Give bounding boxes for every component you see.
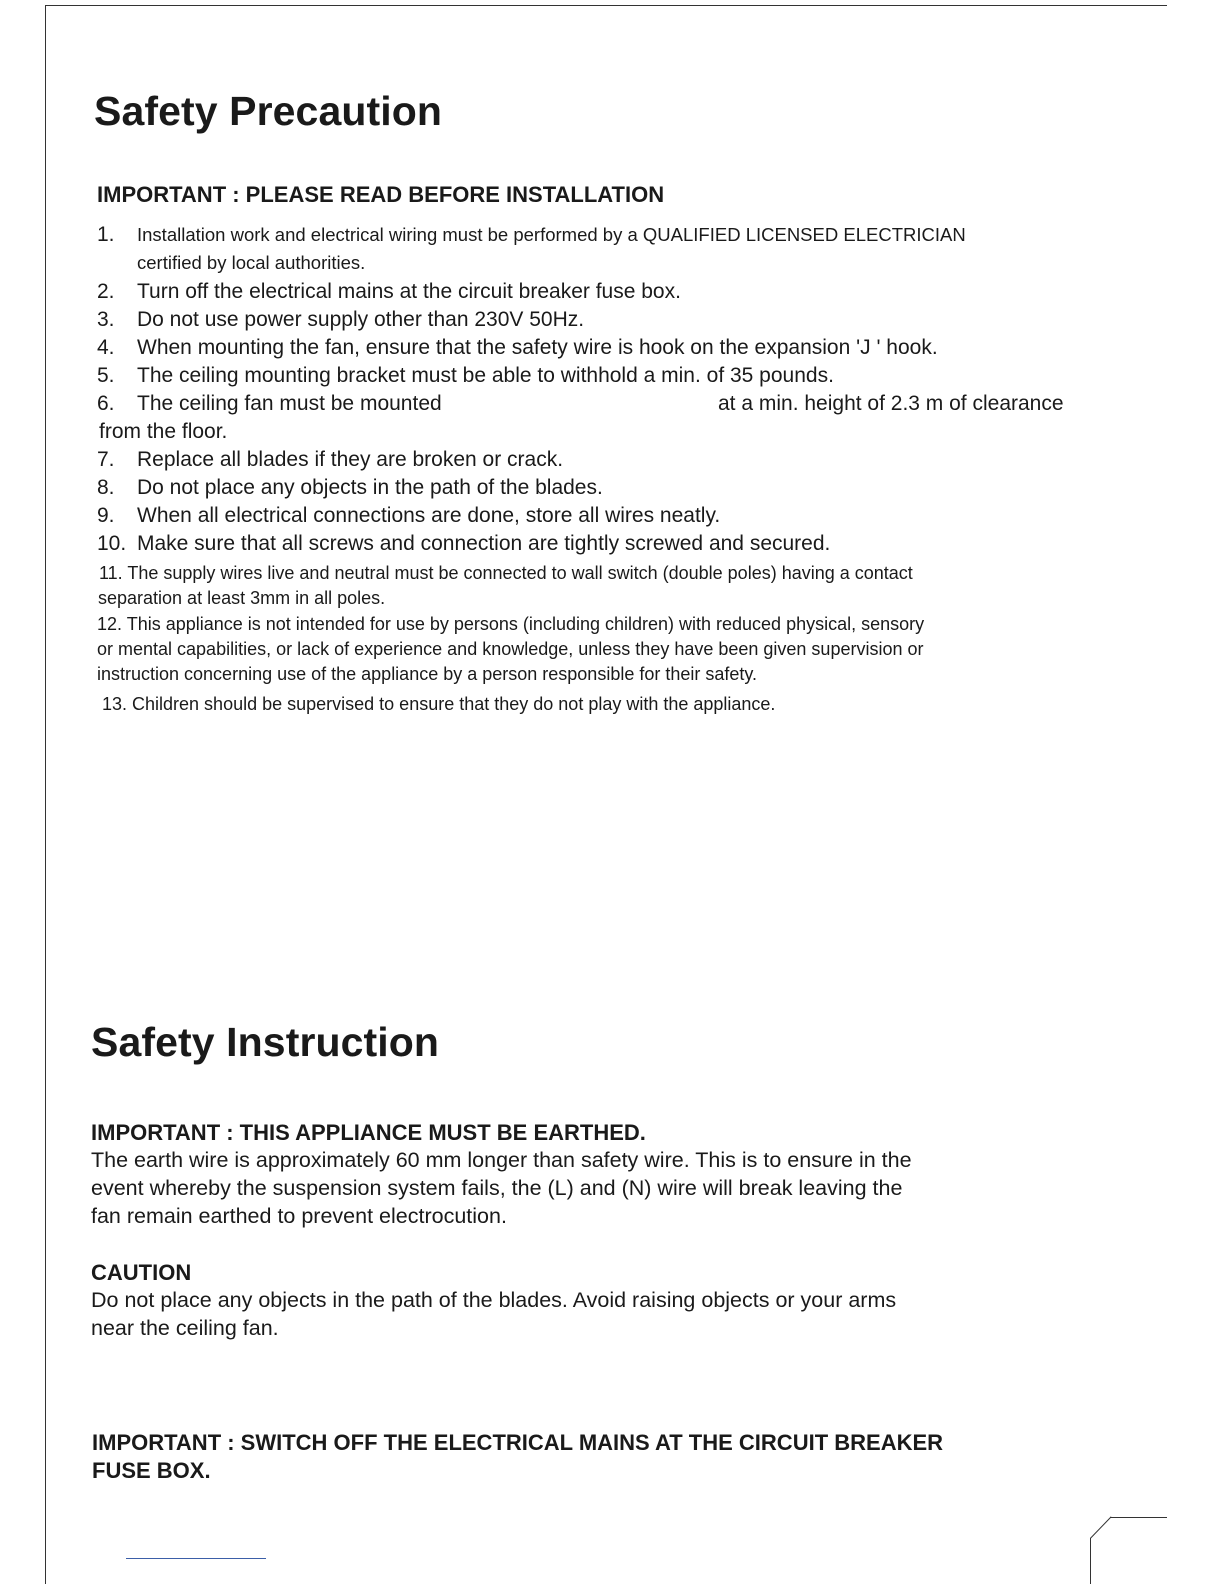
item-number: 9. xyxy=(97,504,115,527)
list-item xyxy=(97,362,834,390)
item-text: Do not use power supply other than 230V 50Hz. xyxy=(137,308,585,331)
item-text: Make sure that all screws and connection are tightly screwed and secured. xyxy=(137,532,831,555)
item-number: 8. xyxy=(97,476,115,499)
item-text: The ceiling fan must be mounted xyxy=(137,392,442,415)
page-border-left xyxy=(45,5,46,1584)
list-item: 12. This appliance is not intended for use by persons (including children) with reduced physical, sensory xyxy=(97,614,925,634)
page-border-top xyxy=(45,5,1167,6)
earth-paragraph xyxy=(91,1146,912,1230)
list-item xyxy=(97,502,720,530)
list-item xyxy=(97,390,442,418)
paragraph-line: near the ceiling fan. xyxy=(91,1316,279,1340)
list-item-continuation: separation at least 3mm in all poles. xyxy=(98,588,386,608)
item-number: 3. xyxy=(97,308,115,331)
item-text: Do not place any objects in the path of the blades. xyxy=(137,476,603,499)
list-item xyxy=(97,446,563,474)
precaution-subtitle: IMPORTANT : PLEASE READ BEFORE INSTALLATION xyxy=(97,182,665,207)
item-number: 6. xyxy=(97,392,115,415)
item-text: Replace all blades if they are broken or crack. xyxy=(137,448,564,471)
caution-paragraph xyxy=(91,1286,896,1342)
final-warning xyxy=(92,1429,943,1485)
caution-heading: CAUTION xyxy=(91,1260,192,1285)
list-item xyxy=(97,222,966,248)
page-corner-side xyxy=(1090,1538,1091,1584)
safety-instruction-title: Safety Instruction xyxy=(91,1019,440,1065)
item-text: When all electrical connections are done, store all wires neatly. xyxy=(137,504,721,527)
list-item xyxy=(97,306,584,334)
item-number: 5. xyxy=(97,364,115,387)
list-item: 13. Children should be supervised to ensure that they do not play with the appliance. xyxy=(102,694,776,714)
list-item-continuation: instruction concerning use of the appliance by a person responsible for their safety. xyxy=(97,664,758,684)
item-number: 2. xyxy=(97,280,115,303)
list-item: 11. The supply wires live and neutral must be connected to wall switch (double poles) having a contact xyxy=(99,563,913,583)
list-item xyxy=(97,530,830,558)
list-item-continuation: from the floor. xyxy=(99,420,228,443)
item-number: 1. xyxy=(97,223,115,246)
warning-line: FUSE BOX. xyxy=(92,1458,211,1483)
footer-rule xyxy=(126,1558,266,1559)
list-item-continuation: certified by local authorities. xyxy=(137,252,366,273)
list-item-text-right: at a min. height of 2.3 m of clearance xyxy=(718,392,1064,415)
list-item xyxy=(97,474,603,502)
list-item xyxy=(97,278,681,306)
item-text: Turn off the electrical mains at the circuit breaker fuse box. xyxy=(137,280,681,303)
paragraph-line: Do not place any objects in the path of the blades. Avoid raising objects or your arms xyxy=(91,1288,897,1312)
page-corner-diagonal xyxy=(1090,1516,1112,1538)
item-text: When mounting the fan, ensure that the safety wire is hook on the expansion 'J ' hook. xyxy=(137,336,938,359)
warning-line: IMPORTANT : SWITCH OFF THE ELECTRICAL MAINS AT THE CIRCUIT BREAKER xyxy=(92,1430,944,1455)
earth-heading: IMPORTANT : THIS APPLIANCE MUST BE EARTHED. xyxy=(91,1120,646,1145)
paragraph-line: fan remain earthed to prevent electrocution. xyxy=(91,1204,507,1228)
item-number: 10. xyxy=(97,532,127,555)
list-item-continuation: or mental capabilities, or lack of experience and knowledge, unless they have been given supervision or xyxy=(97,639,924,659)
item-text: Installation work and electrical wiring must be performed by a QUALIFIED LICENSED ELECTRICIAN xyxy=(137,224,966,245)
paragraph-line: The earth wire is approximately 60 mm longer than safety wire. This is to ensure in the xyxy=(91,1148,912,1172)
item-number: 4. xyxy=(97,336,115,359)
safety-precaution-title: Safety Precaution xyxy=(94,88,443,134)
paragraph-line: event whereby the suspension system fails, the (L) and (N) wire will break leaving the xyxy=(91,1176,903,1200)
list-item xyxy=(97,334,938,362)
item-number: 7. xyxy=(97,448,115,471)
item-text: The ceiling mounting bracket must be able to withhold a min. of 35 pounds. xyxy=(137,364,834,387)
page-corner-top xyxy=(1110,1517,1167,1518)
